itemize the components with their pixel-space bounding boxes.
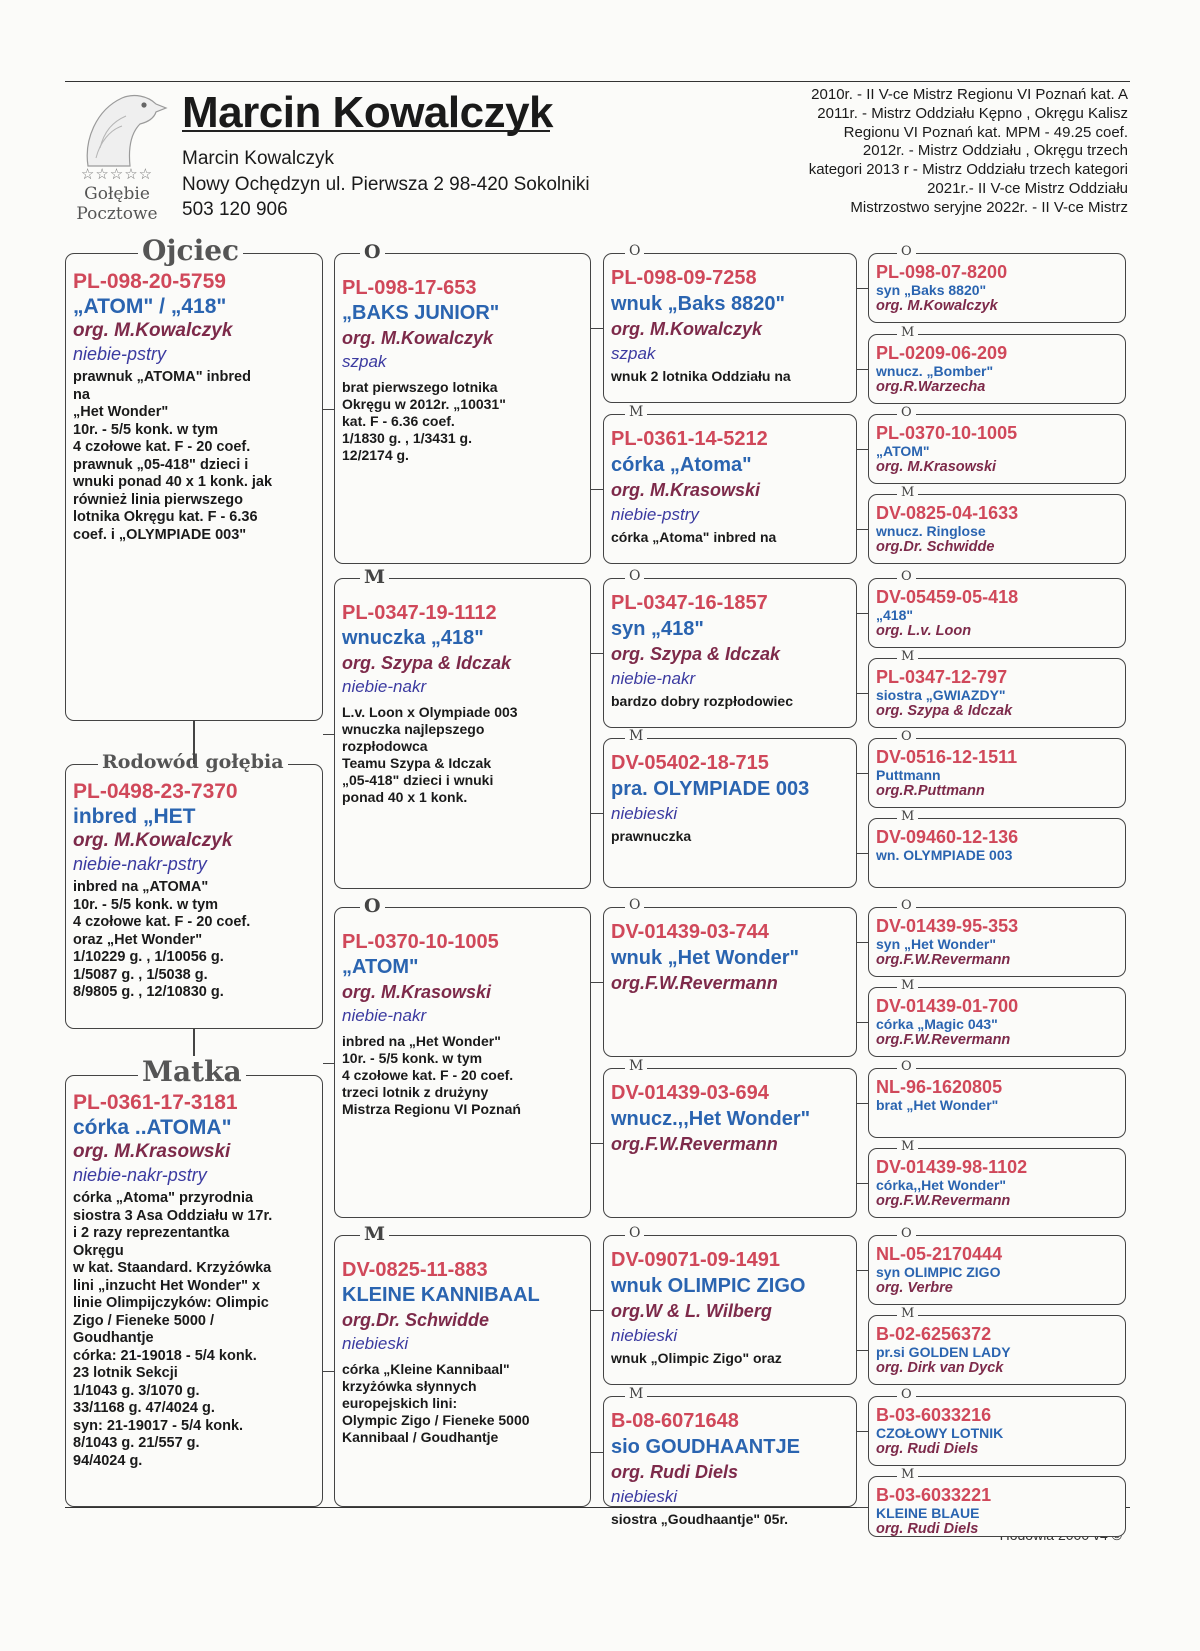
great-grandparent-card[interactable]	[868, 1235, 1126, 1305]
connector	[323, 1063, 334, 1064]
origin: org.R.Warzecha	[876, 379, 986, 395]
achievement-line: 2012r. - Mistrz Oddziału , Okręgu trzech	[862, 142, 1128, 160]
great-grandparent-card[interactable]	[868, 1068, 1126, 1138]
connector	[193, 1029, 195, 1056]
grandparent-card[interactable]	[603, 1396, 857, 1527]
connector	[591, 489, 603, 490]
color: niebie-nakr	[342, 1006, 427, 1025]
sex-label: M	[897, 485, 918, 500]
pigeon-name: córka,,Het Wonder"	[876, 1177, 1007, 1193]
achievement-line: Mistrzostwo seryjne 2022r. - II V-ce Mistrz	[850, 198, 1128, 216]
sex-label: M	[625, 1058, 647, 1075]
ring-number: PL-0209-06-209	[876, 343, 1008, 363]
pigeon-name: syn „Baks 8820"	[876, 282, 987, 298]
color: niebieski	[611, 804, 678, 823]
description: córka „Kleine Kannibaal" krzyżówka słynnych europejskich lini: Olympic Zigo / Fieneke 5000 Kannibaal / Goudhantje	[342, 1361, 530, 1445]
card-content	[342, 1258, 586, 1446]
connector	[591, 813, 603, 814]
sire-dam-card[interactable]	[334, 253, 591, 564]
sex-label: O	[897, 1387, 916, 1402]
origin: org.R.Puttmann	[876, 783, 985, 799]
sex-label: O	[625, 243, 644, 260]
connector	[857, 1507, 868, 1508]
card-content	[876, 262, 1121, 315]
connector	[323, 734, 334, 735]
subject-name: inbred „HET	[73, 805, 196, 828]
connector	[857, 1103, 868, 1104]
father-color: niebie-pstry	[73, 344, 167, 364]
origin: org. Rudi Diels	[876, 1521, 979, 1537]
father-origin: org. M.Kowalczyk	[73, 320, 233, 341]
card-content	[611, 591, 852, 711]
sex-label: M	[897, 809, 918, 824]
pigeon-name: wnucz. „Bomber"	[876, 363, 994, 379]
achievement-line: 2021r.- II V-ce Mistrz Oddziału	[927, 179, 1128, 197]
subject-ring-number: PL-0498-23-7370	[73, 780, 238, 803]
pigeon-name: sio GOUDHAANTJE	[611, 1436, 800, 1458]
ring-number: PL-0347-12-797	[876, 667, 1008, 687]
owner-name: Marcin Kowalczyk	[182, 148, 335, 169]
origin: org. Szypa & Idczak	[876, 703, 1013, 719]
card-content	[342, 276, 586, 464]
sex-label: O	[897, 405, 916, 420]
connector	[591, 982, 603, 983]
mother-label: Matka	[138, 1055, 246, 1089]
ring-number: B-03-6033216	[876, 1405, 992, 1425]
grandparent-card[interactable]	[603, 1235, 857, 1385]
achievement-line: 2010r. - II V-ce Mistrz Regionu VI Poznań kat. A	[811, 86, 1128, 103]
sex-label: M	[625, 404, 647, 421]
color: niebie-pstry	[611, 505, 699, 524]
description: wnuk 2 lotnika Oddziału na	[611, 368, 791, 384]
great-grandparent-card[interactable]	[868, 987, 1126, 1057]
color: szpak	[342, 352, 387, 371]
sex-label: M	[897, 978, 918, 993]
sex-label: M	[360, 566, 389, 588]
ring-number: PL-098-17-653	[342, 277, 477, 299]
card-content	[876, 423, 1121, 476]
connector	[323, 409, 334, 410]
mother-ring-number: PL-0361-17-3181	[73, 1091, 238, 1114]
ring-number: B-08-6071648	[611, 1410, 739, 1432]
pigeon-name: pr.si GOLDEN LADY	[876, 1344, 1011, 1360]
connector	[591, 328, 603, 329]
pigeon-name: „BAKS JUNIOR"	[342, 302, 500, 324]
pigeon-name: wnucz.,,Het Wonder"	[611, 1108, 811, 1130]
card-content	[876, 1485, 1121, 1538]
logo-line-1: Gołębie	[84, 184, 150, 204]
pigeon-name: Puttmann	[876, 767, 941, 783]
sex-label: O	[897, 1059, 916, 1074]
color: niebie-nakr	[342, 677, 427, 696]
mother-origin: org. M.Krasowski	[73, 1141, 231, 1162]
card-content	[611, 1409, 852, 1529]
pigeon-name: brat „Het Wonder"	[876, 1097, 999, 1113]
connector	[857, 1270, 868, 1271]
great-grandparent-card[interactable]	[868, 738, 1126, 808]
pigeon-name: córka „Magic 043"	[876, 1016, 998, 1032]
great-grandparent-card[interactable]	[868, 1148, 1126, 1218]
logo-line-2: Pocztowe	[76, 204, 158, 224]
mother-name: córka ..ATOMA"	[73, 1116, 232, 1139]
pigeon-name: wnuczka „418"	[342, 627, 484, 649]
description: brat pierwszego lotnika Okręgu w 2012r. „10031" kat. F - 6.36 coef. 1/1830 g. , 1/3431 g. 12/2174 g.	[342, 379, 506, 463]
pigeon-name: wnuk „Baks 8820"	[611, 293, 786, 315]
great-grandparent-card[interactable]	[868, 253, 1126, 323]
origin: org. Rudi Diels	[611, 1462, 739, 1482]
top-rule	[65, 81, 1130, 82]
great-grandparent-card[interactable]	[868, 414, 1126, 484]
card-content	[611, 920, 852, 996]
ring-number: DV-05402-18-715	[611, 752, 769, 774]
ring-number: DV-01439-03-744	[611, 921, 769, 943]
owner-address: Nowy Ochędzyn ul. Pierwsza 2 98-420 Sokolniki	[182, 174, 590, 195]
description: wnuk „Olimpic Zigo" oraz	[611, 1350, 782, 1366]
origin: org.Dr. Schwidde	[342, 1310, 490, 1330]
connector	[323, 1371, 334, 1372]
great-grandparent-card[interactable]	[868, 494, 1126, 564]
ring-number: DV-01439-95-353	[876, 916, 1019, 936]
ring-number: DV-0825-04-1633	[876, 503, 1019, 523]
color: szpak	[611, 344, 656, 363]
origin: org. M.Krasowski	[611, 480, 761, 500]
ring-number: PL-0361-14-5212	[611, 428, 768, 450]
origin: org. M.Kowalczyk	[611, 319, 763, 339]
ring-number: B-03-6033221	[876, 1485, 992, 1505]
ring-number: DV-01439-01-700	[876, 996, 1019, 1016]
ring-number: PL-0370-10-1005	[342, 931, 499, 953]
origin: org. M.Kowalczyk	[876, 298, 998, 314]
mother-card[interactable]	[65, 1075, 323, 1507]
sex-label: O	[897, 244, 916, 259]
sex-label: O	[360, 895, 385, 917]
connector	[857, 1022, 868, 1023]
pigeon-name: pra. OLYMPIADE 003	[611, 778, 810, 800]
sex-label: M	[897, 1306, 918, 1321]
father-card[interactable]	[65, 253, 323, 721]
origin: org.F.W.Revermann	[876, 952, 1011, 968]
card-content	[611, 751, 852, 846]
sex-label: M	[625, 728, 647, 745]
connector	[857, 942, 868, 943]
grandparent-card[interactable]	[603, 907, 857, 1057]
description: bardzo dobry rozpłodowiec	[611, 693, 794, 709]
sire-dam-card[interactable]	[334, 907, 591, 1218]
ring-number: DV-01439-03-694	[611, 1082, 769, 1104]
pigeon-name: syn „Het Wonder"	[876, 936, 996, 952]
ring-number: NL-96-1620805	[876, 1077, 1003, 1097]
father-description: prawnuk „ATOMA" inbred na „Het Wonder" 10r. - 5/5 konk. w tym 4 czołowe kat. F - 20 coef. prawnuk „05-418" dzieci i wnuki ponad 40 x 1 konk. jak również linia pierwszego lotnika Okręgu kat. F - 6.36 coef. i „OLYMPIADE 003"	[73, 369, 273, 543]
pigeon-name: siostra „GWIAZDY"	[876, 687, 1006, 703]
card-content	[611, 1081, 852, 1157]
sex-label: O	[625, 568, 644, 585]
logo-stars: ☆☆☆☆☆	[80, 165, 154, 183]
connector	[857, 773, 868, 774]
card-content	[342, 601, 586, 806]
card-content	[876, 916, 1121, 969]
origin: org.F.W.Revermann	[611, 1134, 778, 1154]
connector	[857, 613, 868, 614]
breeder-title: Marcin Kowalczyk	[182, 88, 554, 137]
connector	[857, 288, 868, 289]
pigeon-name: wnuk „Het Wonder"	[611, 947, 800, 969]
description: córka „Atoma" inbred na	[611, 529, 777, 545]
logo-text	[62, 184, 172, 224]
origin: org. Dirk van Dyck	[876, 1360, 1004, 1376]
card-content	[876, 1077, 1121, 1113]
color: niebie-nakr	[611, 669, 696, 688]
sex-label: O	[897, 569, 916, 584]
sex-label: M	[897, 325, 918, 340]
subject-card[interactable]	[65, 764, 323, 1029]
origin: org.Dr. Schwidde	[876, 539, 995, 555]
pigeon-name: CZOŁOWY LOTNIK	[876, 1425, 1004, 1441]
pigeon-name: KLEINE BLAUE	[876, 1505, 980, 1521]
origin: org. M.Krasowski	[342, 982, 492, 1002]
great-grandparent-card[interactable]	[868, 818, 1126, 888]
ring-number: PL-0347-19-1112	[342, 602, 497, 624]
ring-number: PL-0370-10-1005	[876, 423, 1018, 443]
ring-number: DV-05459-05-418	[876, 587, 1019, 607]
card-content	[611, 266, 852, 386]
pigeon-name: córka „Atoma"	[611, 454, 752, 476]
connector	[591, 1452, 603, 1453]
owner-phone: 503 120 906	[182, 199, 288, 220]
great-grandparent-card[interactable]	[868, 658, 1126, 728]
origin: org.F.W.Revermann	[611, 973, 778, 993]
card-content	[876, 1157, 1121, 1210]
color: niebieski	[342, 1334, 409, 1353]
sex-label: M	[360, 1223, 389, 1245]
card-content	[876, 1244, 1121, 1297]
pigeon-name: syn OLIMPIC ZIGO	[876, 1264, 1001, 1280]
connector	[857, 369, 868, 370]
sex-label: M	[897, 1467, 918, 1482]
color: niebieski	[611, 1326, 678, 1345]
title-underline	[182, 130, 550, 132]
connector	[591, 1143, 603, 1144]
origin: org. Verbre	[876, 1280, 953, 1296]
great-grandparent-card[interactable]	[868, 907, 1126, 977]
great-grandparent-card[interactable]	[868, 1396, 1126, 1466]
origin: org.F.W.Revermann	[876, 1193, 1011, 1209]
sex-label: O	[625, 897, 644, 914]
connector	[857, 1183, 868, 1184]
connector	[857, 1431, 868, 1432]
color: niebieski	[611, 1487, 678, 1506]
great-grandparent-card[interactable]	[868, 578, 1126, 648]
father-ring-number: PL-098-20-5759	[73, 270, 226, 293]
connector	[591, 653, 603, 654]
achievement-line: 2011r. - Mistrz Oddziału Kępno , Okręgu Kalisz	[817, 104, 1128, 122]
pigeon-name: „418"	[876, 607, 913, 623]
grandparent-card[interactable]	[603, 414, 857, 564]
connector	[857, 529, 868, 530]
sex-label: O	[897, 898, 916, 913]
ring-number: PL-098-09-7258	[611, 267, 757, 289]
card-content	[876, 587, 1121, 640]
ring-number: DV-01439-98-1102	[876, 1157, 1028, 1177]
sex-label: M	[897, 1139, 918, 1154]
achievement-line: kategori 2013 r - Mistrz Oddziału trzech kategori	[808, 161, 1128, 179]
origin: org. L.v. Loon	[876, 623, 972, 639]
card-content	[876, 1405, 1121, 1458]
sex-label: O	[897, 1226, 916, 1241]
great-grandparent-card[interactable]	[868, 1476, 1126, 1537]
card-content	[876, 747, 1121, 800]
ring-number: DV-0825-11-883	[342, 1259, 488, 1281]
mother-color: niebie-nakr-pstry	[73, 1165, 207, 1185]
grandparent-card[interactable]	[603, 738, 857, 888]
sex-label: M	[897, 649, 918, 664]
ring-number: DV-0516-12-1511	[876, 747, 1018, 767]
connector	[193, 721, 195, 764]
pigeon-name: KLEINE KANNIBAAL	[342, 1284, 540, 1306]
father-name: „ATOM" / „418"	[73, 295, 227, 318]
description: siostra „Goudhaantje" 05r.	[611, 1511, 789, 1527]
connector	[857, 1350, 868, 1351]
great-grandparent-card[interactable]	[868, 1315, 1126, 1385]
sire-dam-card[interactable]	[334, 578, 591, 889]
sex-label: O	[625, 1225, 644, 1242]
subject-origin: org. M.Kowalczyk	[73, 830, 233, 851]
card-content	[611, 427, 852, 547]
pigeon-name: wnucz. Ringlose	[876, 523, 986, 539]
ring-number: DV-09071-09-1491	[611, 1249, 781, 1271]
pigeon-name: syn „418"	[611, 618, 704, 640]
great-grandparent-card[interactable]	[868, 334, 1126, 404]
sire-dam-card[interactable]	[334, 1235, 591, 1507]
sex-label: M	[625, 1386, 647, 1403]
card-content	[611, 1248, 852, 1368]
card-content	[876, 827, 1121, 863]
origin: org.W & L. Wilberg	[611, 1301, 772, 1321]
subject-description: inbred na „ATOMA" 10r. - 5/5 konk. w tym 4 czołowe kat. F - 20 coef. oraz „Het Wonder" 1/10229 g. , 1/10056 g. 1/5087 g. , 1/5038 g. 8/9805 g. , 12/10830 g.	[73, 879, 251, 1000]
origin: org.F.W.Revermann	[876, 1032, 1011, 1048]
card-content	[342, 930, 586, 1118]
sex-label: O	[360, 241, 385, 263]
description: L.v. Loon x Olympiade 003 wnuczka najlepszego rozpłodowca Teamu Szypa & Idczak „05-418" dzieci i wnuki ponad 40 x 1 konk.	[342, 704, 518, 805]
grandparent-card[interactable]	[603, 578, 857, 728]
ring-number: PL-098-07-8200	[876, 262, 1008, 282]
card-content	[876, 343, 1121, 396]
connector	[857, 853, 868, 854]
card-content	[876, 1324, 1121, 1377]
pigeon-name: „ATOM"	[342, 956, 419, 978]
achievements-list	[698, 86, 1128, 218]
card-content	[876, 503, 1121, 556]
pigeon-logo-icon	[70, 88, 170, 168]
description: prawnuczka	[611, 828, 692, 844]
origin: org. Rudi Diels	[876, 1441, 979, 1457]
connector	[591, 1310, 603, 1311]
ring-number: B-02-6256372	[876, 1324, 992, 1344]
ring-number: NL-05-2170444	[876, 1244, 1003, 1264]
origin: org. M.Kowalczyk	[342, 328, 494, 348]
origin: org. Szypa & Idczak	[611, 644, 781, 664]
mother-description: córka „Atoma" przyrodnia siostra 3 Asa Oddziału w 17r. i 2 razy reprezentantka Okręgu w kat. Staandard. Krzyżówka lini „inzucht Het Wonder" x linie Olimpijczyków: Olimpic Zigo / Fieneke 5000 / Goudhantje córka: 21-19018 - 5/4 konk. 23 lotnik Sekcji 1/1043 g. 3/1070 g. 33/1168 g. 47/4024 g. syn: 21-19017 - 5/4 konk. 8/1043 g. 21/557 g. 94/4024 g.	[73, 1190, 273, 1469]
sex-label: O	[897, 729, 916, 744]
pedigree-label: Rodowód gołębia	[98, 750, 288, 774]
ring-number: PL-0347-16-1857	[611, 592, 768, 614]
connector	[857, 449, 868, 450]
father-label: Ojciec	[138, 234, 243, 268]
grandparent-card[interactable]	[603, 253, 857, 403]
pigeon-name: wn. OLYMPIADE 003	[876, 847, 1013, 863]
ring-number: DV-09460-12-136	[876, 827, 1019, 847]
card-content	[876, 667, 1121, 720]
origin: org. M.Krasowski	[876, 459, 997, 475]
connector	[857, 693, 868, 694]
description: inbred na „Het Wonder" 10r. - 5/5 konk. w tym 4 czołowe kat. F - 20 coef. trzeci lotnik z drużyny Mistrza Regionu VI Poznań	[342, 1033, 521, 1117]
card-content	[876, 996, 1121, 1049]
pigeon-name: „ATOM"	[876, 443, 930, 459]
pigeon-name: wnuk OLIMPIC ZIGO	[611, 1275, 806, 1297]
achievement-line: Regionu VI Poznań kat. MPM - 49.25 coef.	[843, 123, 1128, 141]
grandparent-card[interactable]	[603, 1068, 857, 1218]
origin: org. Szypa & Idczak	[342, 653, 512, 673]
subject-color: niebie-nakr-pstry	[73, 854, 207, 874]
